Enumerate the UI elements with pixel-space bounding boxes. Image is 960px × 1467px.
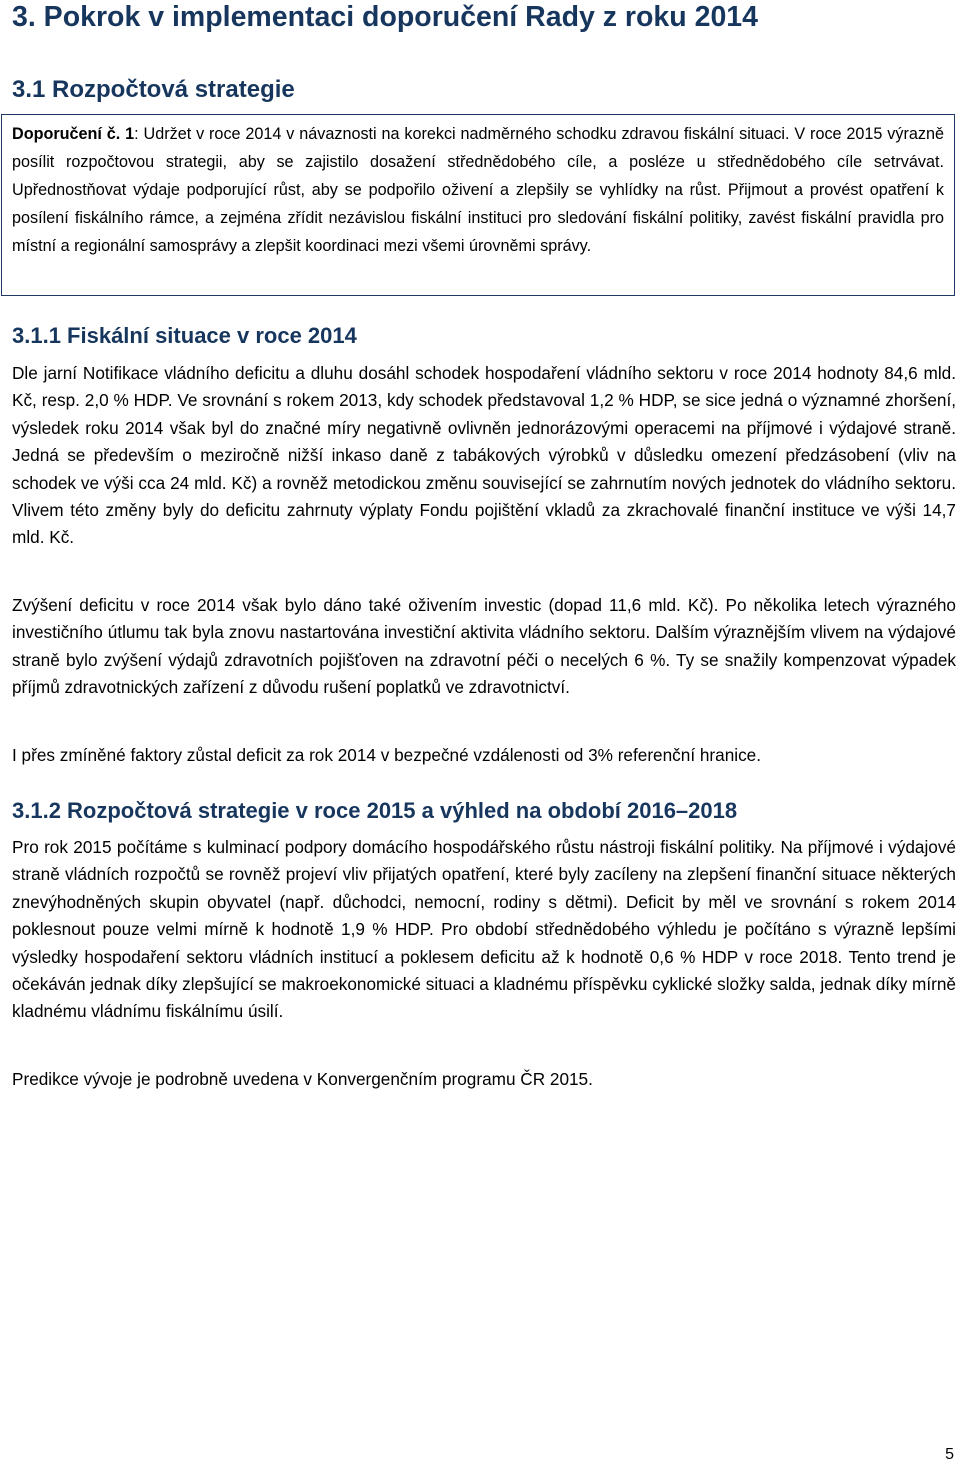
- subsection-heading-311: 3.1.1 Fiskální situace v roce 2014: [12, 323, 357, 348]
- paragraph-311-2: Zvýšení deficitu v roce 2014 však bylo dáno také oživením investic (dopad 11,6 mld. Kč). Po několika letech výrazného investičního útlumu tak byla znovu nastartována investiční aktivita vládního sektoru. Dalším výraznějším vlivem na výdajové straně bylo zvýšení výdajů zdravotních pojišťoven na zdravotní péči o necelých 6 %. Ty se snažily kompenzovat výpadek příjmů zdravotnických zařízení z důvodu rušení poplatků ve zdravotnictví.: [12, 595, 956, 698]
- subsection-heading-312: 3.1.2 Rozpočtová strategie v roce 2015 a výhled na období 2016–2018: [12, 798, 738, 823]
- paragraph-312-1: Pro rok 2015 počítáme s kulminací podpory domácího hospodářského růstu nástroji fiskální politiky. Na příjmové i výdajové straně vládních rozpočtů se rovněž projeví vliv přijatých opatření, které byly zacíleny na zlepšení finanční situace některých znevýhodněných skupin obyvatel (např. důchodci, nemocní, rodiny s dětmi). Deficit by měl ve srovnání s rokem 2014 poklesnout pouze velmi mírně k hodnotě 1,9 % HDP. Pro období střednědobého výhledu je počítáno s výrazně lepšími výsledky hospodaření sektoru vládních institucí a poklesem deficitu až k hodnotě 0,6 % HDP v roce 2018. Tento trend je očekáván jednak díky zlepšující se makroekonomické situaci a kladnému příspěvku cyklické složky salda, jednak díky mírně kladnému vládnímu fiskálnímu úsilí.: [12, 837, 956, 1022]
- paragraph-311-3: I přes zmíněné faktory zůstal deficit za rok 2014 v bezpečné vzdálenosti od 3% referenční hranice.: [12, 745, 762, 765]
- recommendation-text: [12, 120, 944, 260]
- section-heading: 3.1 Rozpočtová strategie: [12, 76, 295, 103]
- chapter-heading: 3. Pokrok v implementaci doporučení Rady z roku 2014: [12, 1, 758, 33]
- recommendation-label: Doporučení č. 1: [12, 125, 135, 143]
- recommendation-box: [1, 114, 955, 296]
- paragraph-311-1: Dle jarní Notifikace vládního deficitu a dluhu dosáhl schodek hospodaření vládního sektoru v roce 2014 hodnoty 84,6 mld. Kč, resp. 2,0 % HDP. Ve srovnání s rokem 2013, kdy schodek představoval 1,2 % HDP, se sice jedná o významné zhoršení, výsledek roku 2014 však byl do značné míry negativně ovlivněn jednorázovými operacemi na příjmové i výdajové straně. Jedná se především o meziročně nižší inkaso daně z tabákových výrobků v důsledku omezení předzásobení (vliv na schodek ve výši cca 24 mld. Kč) a rovněž metodickou změnu související se zahrnutím nových jednotek do vládního sektoru. Vlivem této změny byly do deficitu zahrnuty výplaty Fondu pojištění vkladů za zkrachovalé finanční instituce ve výši 14,7 mld. Kč.: [12, 363, 956, 548]
- paragraph-312-2: Predikce vývoje je podrobně uvedena v Konvergenčním programu ČR 2015.: [12, 1069, 593, 1089]
- recommendation-body: : Udržet v roce 2014 v návaznosti na korekci nadměrného schodku zdravou fiskální situaci. V roce 2015 výrazně posílit rozpočtovou strategii, aby se zajistilo dosažení střednědobého cíle, a posléze u střednědobého cíle setrvávat. Upřednostňovat výdaje podporující růst, aby se podpořilo oživení a zlepšily se vyhlídky na růst. Přijmout a provést opatření k posílení fiskálního rámce, a zejména zřídit nezávislou fiskální instituci pro sledování fiskální politiky, zavést fiskální pravidla pro místní a regionální samosprávy a zlepšit koordinaci mezi všemi úrovněmi správy.: [12, 125, 944, 255]
- page-number: 5: [945, 1446, 954, 1463]
